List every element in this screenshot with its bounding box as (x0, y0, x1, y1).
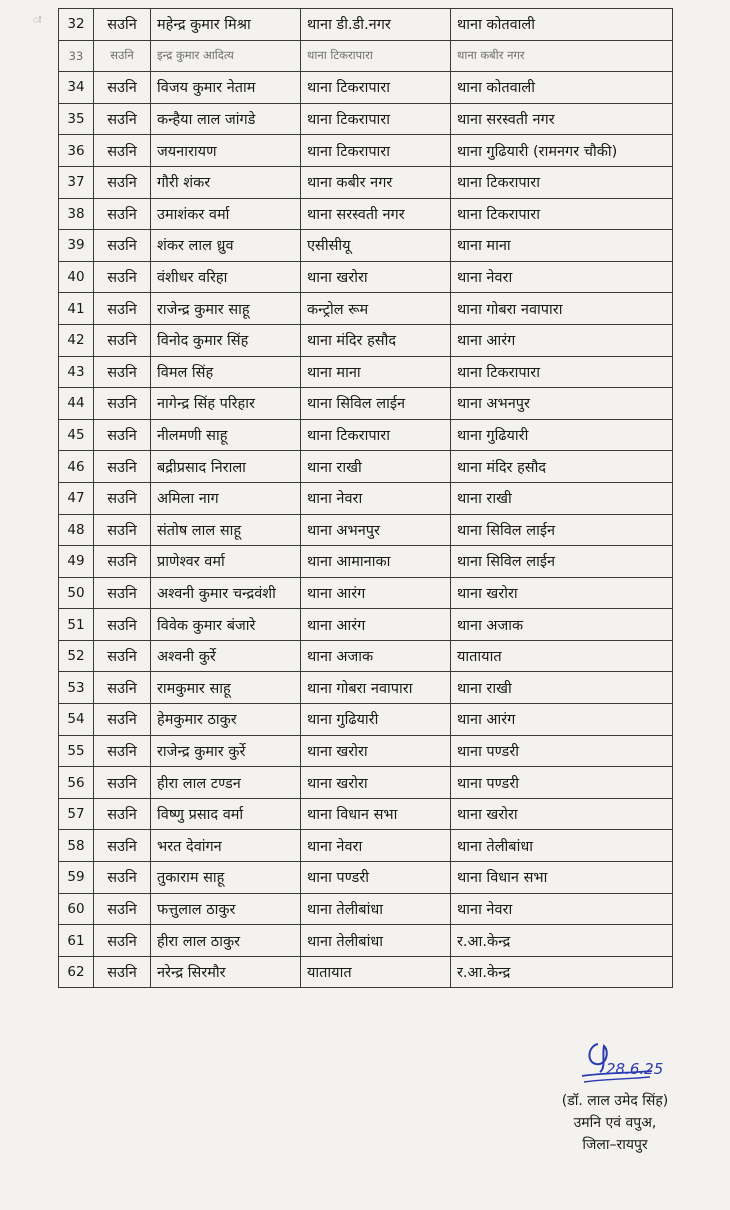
officer-name-cell: जयनारायण (151, 135, 301, 167)
serial-number-cell: 55 (59, 735, 94, 767)
serial-number-cell: 32 (59, 9, 94, 41)
new-posting-cell: थाना सिविल लाईन (451, 514, 673, 546)
transfer-list-body (59, 9, 673, 988)
new-posting-cell: थाना गोबरा नवापारा (451, 293, 673, 325)
handwritten-signature (560, 1038, 670, 1090)
new-posting-cell: थाना टिकरापारा (451, 166, 673, 198)
new-posting-cell: थाना गुढियारी (451, 419, 673, 451)
rank-cell: सउनि (94, 482, 151, 514)
rank-cell: सउनि (94, 893, 151, 925)
new-posting-cell: थाना माना (451, 230, 673, 262)
officer-name-cell: शंकर लाल ध्रुव (151, 230, 301, 262)
table-row (59, 451, 673, 483)
serial-number-cell: 44 (59, 388, 94, 420)
serial-number-cell: 33 (59, 40, 94, 72)
current-posting-cell: थाना पण्डरी (301, 862, 451, 894)
table-row (59, 166, 673, 198)
rank-cell: सउनि (94, 704, 151, 736)
serial-number-cell: 37 (59, 166, 94, 198)
officer-name-cell: प्राणेश्वर वर्मा (151, 546, 301, 578)
new-posting-cell: थाना पण्डरी (451, 767, 673, 799)
rank-cell: सउनि (94, 135, 151, 167)
current-posting-cell: थाना आरंग (301, 609, 451, 641)
officer-name-cell: नागेन्द्र सिंह परिहार (151, 388, 301, 420)
current-posting-cell: थाना अभनपुर (301, 514, 451, 546)
rank-cell: सउनि (94, 40, 151, 72)
transfer-list-table (58, 8, 673, 988)
rank-cell: सउनि (94, 72, 151, 104)
current-posting-cell: थाना डी.डी.नगर (301, 9, 451, 41)
table-row (59, 135, 673, 167)
rank-cell: सउनि (94, 230, 151, 262)
new-posting-cell: थाना अभनपुर (451, 388, 673, 420)
officer-name-cell: रामकुमार साहू (151, 672, 301, 704)
officer-name-cell: हेमकुमार ठाकुर (151, 704, 301, 736)
officer-name-cell: विजय कुमार नेताम (151, 72, 301, 104)
table-row (59, 956, 673, 988)
table-row (59, 577, 673, 609)
officer-name-cell: हीरा लाल टण्डन (151, 767, 301, 799)
table-row (59, 230, 673, 262)
table-row (59, 324, 673, 356)
new-posting-cell: यातायात (451, 640, 673, 672)
new-posting-cell: थाना कोतवाली (451, 9, 673, 41)
signature-block (540, 1038, 690, 1156)
rank-cell: सउनि (94, 388, 151, 420)
table-row (59, 419, 673, 451)
new-posting-cell: र.आ.केन्द्र (451, 925, 673, 957)
current-posting-cell: थाना टिकरापारा (301, 103, 451, 135)
new-posting-cell: थाना सरस्वती नगर (451, 103, 673, 135)
serial-number-cell: 40 (59, 261, 94, 293)
current-posting-cell: थाना आरंग (301, 577, 451, 609)
table-row (59, 482, 673, 514)
table-row (59, 640, 673, 672)
table-row (59, 862, 673, 894)
serial-number-cell: 59 (59, 862, 94, 894)
new-posting-cell: थाना टिकरापारा (451, 198, 673, 230)
current-posting-cell: थाना माना (301, 356, 451, 388)
officer-name-cell: हीरा लाल ठाकुर (151, 925, 301, 957)
table-row (59, 830, 673, 862)
current-posting-cell: थाना नेवरा (301, 830, 451, 862)
officer-name-cell: उमाशंकर वर्मा (151, 198, 301, 230)
officer-name-cell: कन्हैया लाल जांगडे (151, 103, 301, 135)
current-posting-cell: थाना खरोरा (301, 767, 451, 799)
current-posting-cell: थाना खरोरा (301, 735, 451, 767)
rank-cell: सउनि (94, 324, 151, 356)
current-posting-cell: यातायात (301, 956, 451, 988)
table-row (59, 735, 673, 767)
serial-number-cell: 51 (59, 609, 94, 641)
serial-number-cell: 61 (59, 925, 94, 957)
current-posting-cell: थाना नेवरा (301, 482, 451, 514)
new-posting-cell: थाना आरंग (451, 704, 673, 736)
officer-name-cell: विमल सिंह (151, 356, 301, 388)
table-row (59, 672, 673, 704)
rank-cell: सउनि (94, 735, 151, 767)
new-posting-cell: थाना सिविल लाईन (451, 546, 673, 578)
serial-number-cell: 34 (59, 72, 94, 104)
serial-number-cell: 58 (59, 830, 94, 862)
current-posting-cell: थाना अजाक (301, 640, 451, 672)
officer-name-cell: बद्रीप्रसाद निराला (151, 451, 301, 483)
rank-cell: सउनि (94, 830, 151, 862)
serial-number-cell: 46 (59, 451, 94, 483)
rank-cell: सउनि (94, 9, 151, 41)
new-posting-cell: थाना खरोरा (451, 798, 673, 830)
page-corner-mark: ः (33, 15, 41, 26)
officer-name-cell: विवेक कुमार बंजारे (151, 609, 301, 641)
rank-cell: सउनि (94, 356, 151, 388)
officer-name-cell: राजेन्द्र कुमार साहू (151, 293, 301, 325)
serial-number-cell: 49 (59, 546, 94, 578)
new-posting-cell: थाना टिकरापारा (451, 356, 673, 388)
current-posting-cell: थाना विधान सभा (301, 798, 451, 830)
table-row (59, 198, 673, 230)
table-row (59, 72, 673, 104)
current-posting-cell: थाना तेलीबांधा (301, 893, 451, 925)
table-row (59, 798, 673, 830)
current-posting-cell: थाना टिकरापारा (301, 72, 451, 104)
table-row (59, 40, 673, 72)
new-posting-cell: थाना अजाक (451, 609, 673, 641)
table-row (59, 261, 673, 293)
officer-name-cell: विनोद कुमार सिंह (151, 324, 301, 356)
serial-number-cell: 53 (59, 672, 94, 704)
current-posting-cell: थाना टिकरापारा (301, 135, 451, 167)
table-row (59, 609, 673, 641)
signatory-designation: उमनि एवं वपुअ, (573, 1115, 657, 1131)
officer-name-cell: इन्द्र कुमार आदित्य (151, 40, 301, 72)
table-row (59, 356, 673, 388)
table-row (59, 546, 673, 578)
current-posting-cell: थाना गुढियारी (301, 704, 451, 736)
new-posting-cell: थाना कोतवाली (451, 72, 673, 104)
current-posting-cell: एसीसीयू (301, 230, 451, 262)
serial-number-cell: 38 (59, 198, 94, 230)
current-posting-cell: थाना मंदिर हसौद (301, 324, 451, 356)
serial-number-cell: 60 (59, 893, 94, 925)
serial-number-cell: 42 (59, 324, 94, 356)
current-posting-cell: थाना कबीर नगर (301, 166, 451, 198)
serial-number-cell: 36 (59, 135, 94, 167)
signatory-name: (डॉ. लाल उमेद सिंह) (561, 1093, 669, 1109)
rank-cell: सउनि (94, 862, 151, 894)
officer-name-cell: महेन्द्र कुमार मिश्रा (151, 9, 301, 41)
rank-cell: सउनि (94, 103, 151, 135)
new-posting-cell: थाना पण्डरी (451, 735, 673, 767)
new-posting-cell: र.आ.केन्द्र (451, 956, 673, 988)
officer-name-cell: तुकाराम साहू (151, 862, 301, 894)
officer-name-cell: फत्तुलाल ठाकुर (151, 893, 301, 925)
current-posting-cell: थाना राखी (301, 451, 451, 483)
current-posting-cell: थाना तेलीबांधा (301, 925, 451, 957)
signature-date: 28.6.25 (606, 1060, 664, 1078)
new-posting-cell: थाना मंदिर हसौद (451, 451, 673, 483)
new-posting-cell: थाना आरंग (451, 324, 673, 356)
serial-number-cell: 45 (59, 419, 94, 451)
new-posting-cell: थाना राखी (451, 482, 673, 514)
serial-number-cell: 57 (59, 798, 94, 830)
officer-name-cell: संतोष लाल साहू (151, 514, 301, 546)
serial-number-cell: 39 (59, 230, 94, 262)
table-row (59, 893, 673, 925)
rank-cell: सउनि (94, 293, 151, 325)
officer-name-cell: अश्वनी कुमार चन्द्रवंशी (151, 577, 301, 609)
new-posting-cell: थाना खरोरा (451, 577, 673, 609)
rank-cell: सउनि (94, 546, 151, 578)
serial-number-cell: 41 (59, 293, 94, 325)
rank-cell: सउनि (94, 609, 151, 641)
table-row (59, 388, 673, 420)
serial-number-cell: 43 (59, 356, 94, 388)
officer-name-cell: नीलमणी साहू (151, 419, 301, 451)
rank-cell: सउनि (94, 419, 151, 451)
serial-number-cell: 48 (59, 514, 94, 546)
rank-cell: सउनि (94, 577, 151, 609)
rank-cell: सउनि (94, 261, 151, 293)
officer-name-cell: भरत देवांगन (151, 830, 301, 862)
rank-cell: सउनि (94, 956, 151, 988)
officer-name-cell: वंशीधर वरिहा (151, 261, 301, 293)
serial-number-cell: 62 (59, 956, 94, 988)
current-posting-cell: थाना गोबरा नवापारा (301, 672, 451, 704)
new-posting-cell: थाना राखी (451, 672, 673, 704)
serial-number-cell: 54 (59, 704, 94, 736)
serial-number-cell: 52 (59, 640, 94, 672)
new-posting-cell: थाना तेलीबांधा (451, 830, 673, 862)
new-posting-cell: थाना विधान सभा (451, 862, 673, 894)
officer-name-cell: नरेन्द्र सिरमौर (151, 956, 301, 988)
rank-cell: सउनि (94, 514, 151, 546)
new-posting-cell: थाना नेवरा (451, 893, 673, 925)
current-posting-cell: थाना आमानाका (301, 546, 451, 578)
officer-name-cell: गौरी शंकर (151, 166, 301, 198)
table-row (59, 514, 673, 546)
rank-cell: सउनि (94, 451, 151, 483)
officer-name-cell: अश्वनी कुर्रे (151, 640, 301, 672)
signatory-district: जिला–रायपुर (582, 1137, 648, 1153)
serial-number-cell: 50 (59, 577, 94, 609)
rank-cell: सउनि (94, 166, 151, 198)
current-posting-cell: थाना टिकरापारा (301, 419, 451, 451)
officer-name-cell: अमिला नाग (151, 482, 301, 514)
table-row (59, 767, 673, 799)
officer-name-cell: विष्णु प्रसाद वर्मा (151, 798, 301, 830)
new-posting-cell: थाना नेवरा (451, 261, 673, 293)
new-posting-cell: थाना कबीर नगर (451, 40, 673, 72)
current-posting-cell: थाना सिविल लाईन (301, 388, 451, 420)
rank-cell: सउनि (94, 672, 151, 704)
serial-number-cell: 56 (59, 767, 94, 799)
serial-number-cell: 35 (59, 103, 94, 135)
current-posting-cell: थाना सरस्वती नगर (301, 198, 451, 230)
current-posting-cell: थाना खरोरा (301, 261, 451, 293)
table-row (59, 103, 673, 135)
current-posting-cell: थाना टिकरापारा (301, 40, 451, 72)
officer-name-cell: राजेन्द्र कुमार कुर्रे (151, 735, 301, 767)
rank-cell: सउनि (94, 198, 151, 230)
new-posting-cell: थाना गुढियारी (रामनगर चौकी) (451, 135, 673, 167)
rank-cell: सउनि (94, 925, 151, 957)
rank-cell: सउनि (94, 798, 151, 830)
table-row (59, 704, 673, 736)
table-row (59, 925, 673, 957)
rank-cell: सउनि (94, 767, 151, 799)
table-row (59, 293, 673, 325)
rank-cell: सउनि (94, 640, 151, 672)
table-row (59, 9, 673, 41)
serial-number-cell: 47 (59, 482, 94, 514)
current-posting-cell: कन्ट्रोल रूम (301, 293, 451, 325)
